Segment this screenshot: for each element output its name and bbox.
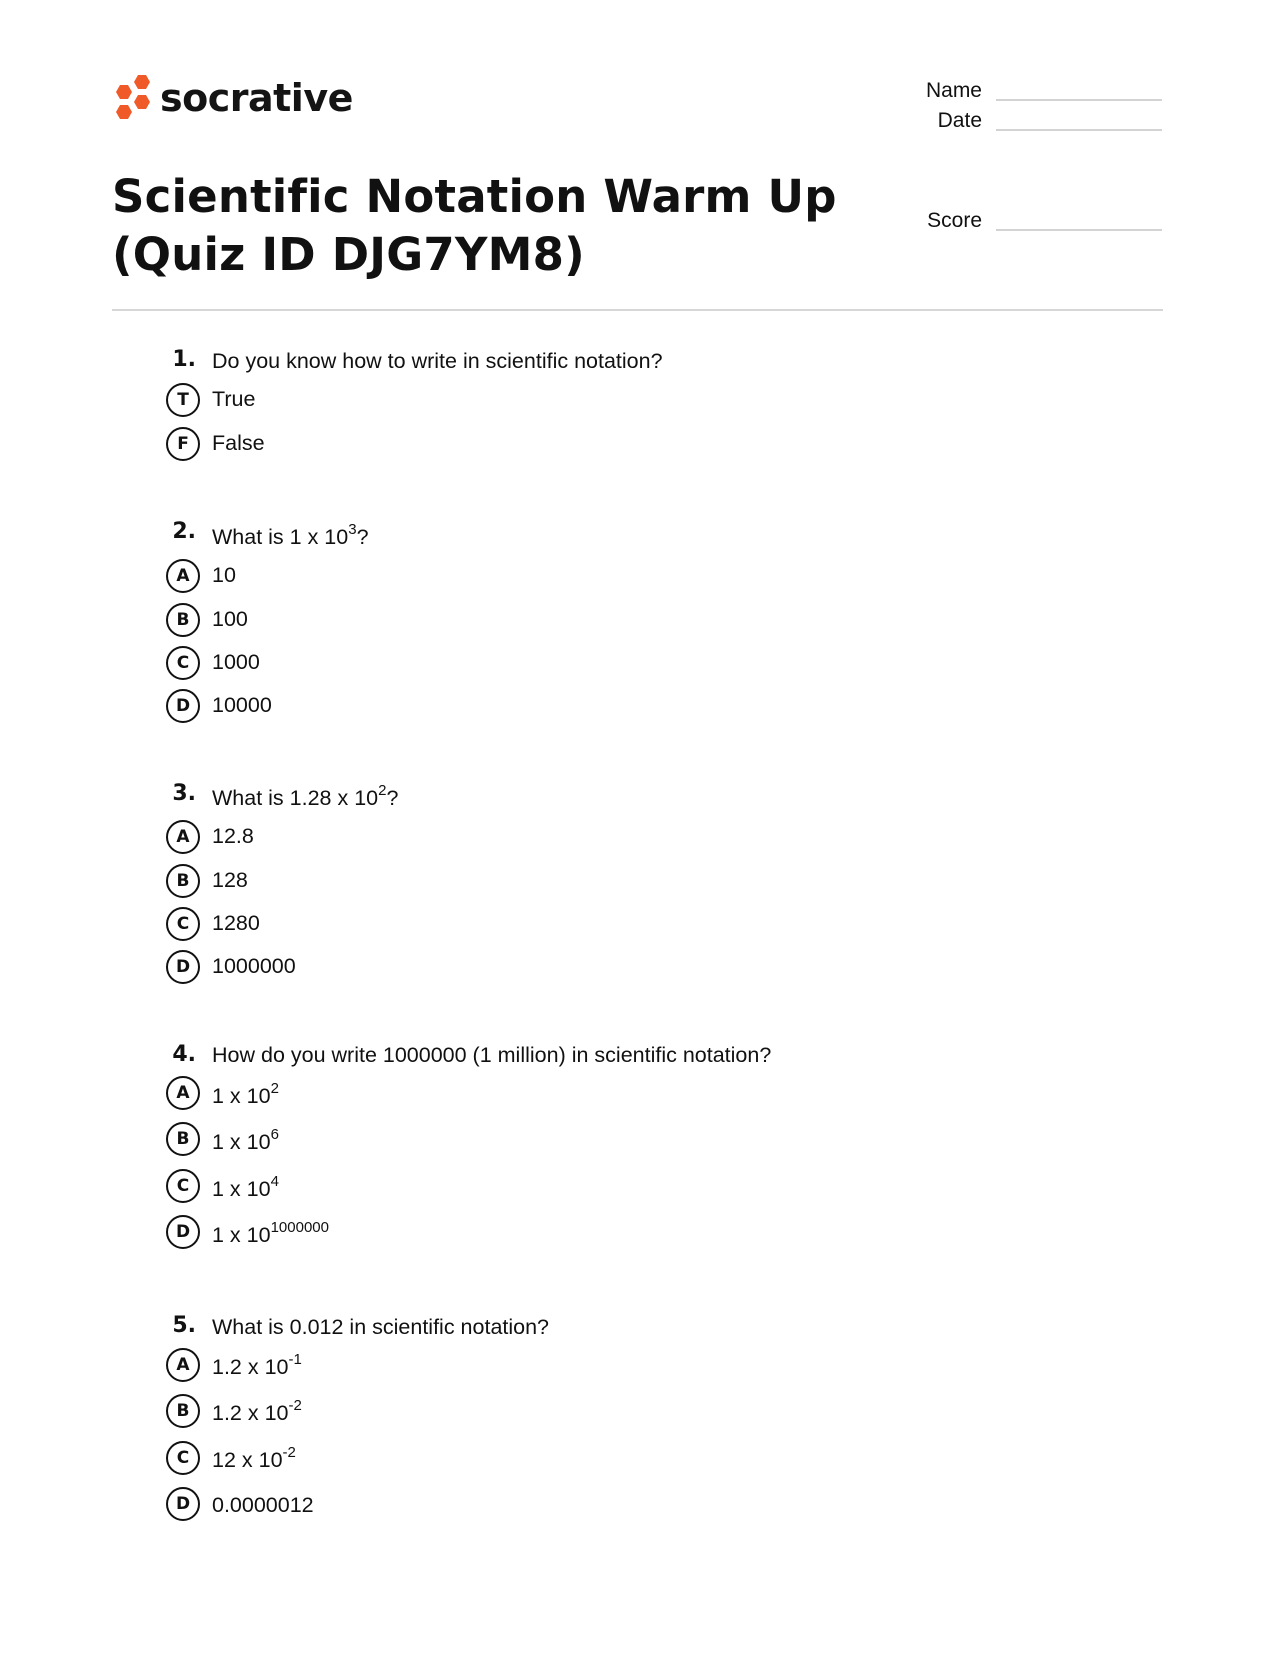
option-bubble-3-C[interactable]: C: [166, 907, 200, 941]
option-bubble-4-D[interactable]: D: [166, 1215, 200, 1249]
name-label: Name: [925, 79, 982, 102]
option-5-A-text: 1.2 x $10^{-1}$: [212, 1350, 302, 1379]
option-3-A-text: 12.8: [212, 824, 254, 848]
option-bubble-3-B[interactable]: B: [166, 864, 200, 898]
option-bubble-5-A[interactable]: A: [166, 1348, 200, 1382]
socrative-logo: [112, 72, 353, 124]
question-5-number: 5.: [172, 1313, 196, 1338]
option-2-A-text: 10: [212, 563, 236, 587]
title-line-1: Scientific Notation Warm Up: [112, 170, 837, 223]
question-2-number: 2.: [172, 519, 196, 544]
option-bubble-2-D[interactable]: D: [166, 689, 200, 723]
option-3-C-text: 1280: [212, 911, 260, 935]
option-bubble-5-C[interactable]: C: [166, 1441, 200, 1475]
option-2-B-text: 100: [212, 607, 248, 631]
option-bubble-5-B[interactable]: B: [166, 1394, 200, 1428]
option-1-T-text: True: [212, 387, 256, 411]
question-3-text: What is 1.28 x $10^2$?: [212, 781, 399, 810]
question-2-text: What is 1 x $10^3$?: [212, 520, 369, 549]
question-3-number: 3.: [172, 781, 196, 806]
option-bubble-4-A[interactable]: A: [166, 1076, 200, 1110]
option-3-B-text: 128: [212, 868, 248, 892]
option-2-D-text: 10000: [212, 693, 272, 717]
question-4-number: 4.: [172, 1042, 196, 1067]
score-label: Score: [927, 209, 982, 232]
question-1-number: 1.: [172, 347, 196, 372]
option-bubble-3-D[interactable]: D: [166, 950, 200, 984]
option-bubble-3-A[interactable]: A: [166, 820, 200, 854]
brand-name: socrative: [160, 76, 353, 120]
option-4-A-text: 1 x $10^2$: [212, 1079, 279, 1108]
option-bubble-5-D[interactable]: D: [166, 1487, 200, 1521]
question-4-text: How do you write 1000000 (1 million) in scientific notation?: [212, 1043, 772, 1067]
date-field[interactable]: [996, 129, 1162, 131]
option-2-C-text: 1000: [212, 650, 260, 674]
option-3-D-text: 1000000: [212, 954, 296, 978]
option-bubble-2-A[interactable]: A: [166, 559, 200, 593]
option-4-B-text: 1 x $10^6$: [212, 1125, 279, 1154]
option-4-D-text: 1 x $10^{1000000}$: [212, 1218, 329, 1247]
option-4-C-text: 1 x $10^4$: [212, 1172, 279, 1201]
option-bubble-1-F[interactable]: F: [166, 427, 200, 461]
hexagon-cluster-icon: [112, 73, 152, 123]
option-bubble-4-B[interactable]: B: [166, 1122, 200, 1156]
option-bubble-2-B[interactable]: B: [166, 603, 200, 637]
option-5-B-text: 1.2 x $10^{-2}$: [212, 1396, 302, 1425]
option-bubble-1-T[interactable]: T: [166, 383, 200, 417]
name-field[interactable]: [996, 99, 1162, 101]
option-bubble-2-C[interactable]: C: [166, 646, 200, 680]
question-1-text: Do you know how to write in scientific notation?: [212, 349, 663, 373]
header-divider: [112, 309, 1163, 311]
option-bubble-4-C[interactable]: C: [166, 1169, 200, 1203]
option-1-F-text: False: [212, 431, 265, 455]
option-5-C-text: 12 x $10^{-2}$: [212, 1443, 296, 1472]
title-line-2: (Quiz ID DJG7YM8): [112, 228, 585, 281]
date-label: Date: [937, 109, 982, 132]
option-5-D-text: 0.0000012: [212, 1493, 314, 1517]
page-title: [112, 168, 837, 284]
score-field[interactable]: [996, 229, 1162, 231]
question-5-text: What is 0.012 in scientific notation?: [212, 1315, 550, 1339]
